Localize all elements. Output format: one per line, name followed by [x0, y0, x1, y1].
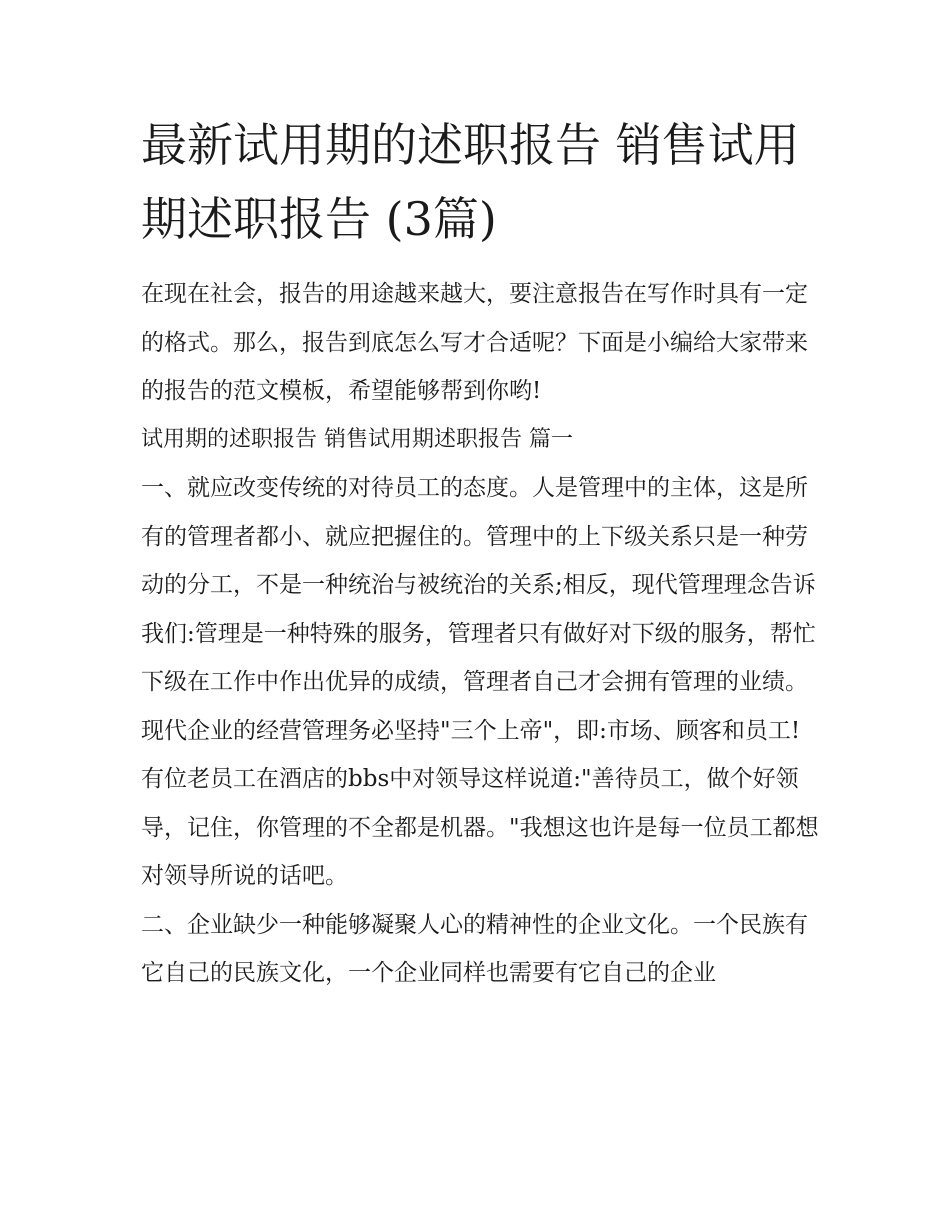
document-body — [141, 108, 821, 998]
body-paragraph-2: 二、企业缺少一种能够凝聚人心的精神性的企业文化。一个民族有它自己的民族文化，一个企业同样也需要有它自己的企业 — [141, 911, 808, 986]
intro-paragraph: 在现在社会，报告的用途越来越大，要注意报告在写作时具有一定的格式。那么，报告到底怎么写才合适呢？下面是小编给大家带来的报告的范文模板，希望能够帮到你哟! — [141, 281, 808, 404]
body-paragraph-1: 一、就应改变传统的对待员工的态度。人是管理中的主体，这是所有的管理者都小、就应把握住的。管理中的上下级关系只是一种劳动的分工，不是一种统治与被统治的关系;相反，现代管理理念告诉我们:管理是一种特殊的服务，管理者只有做好对下级的服务，帮忙下级在工作中作出优异的成绩，管理者自己才会拥有管理的业绩。现代企业的经营管理务必坚持"三个上帝"，即:市场、顾客和员工!有位老员工在酒店的bbs中对领导这样说道:"善待员工，做个好领导，记住，你管理的不全都是机器。"我想这也许是每一位员工都想对领导所说的话吧。 — [141, 475, 819, 889]
document-title: 最新试用期的述职报告 销售试用期述职报告 (3篇) — [141, 118, 800, 246]
section-heading: 试用期的述职报告 销售试用期述职报告 篇一 — [141, 426, 573, 452]
